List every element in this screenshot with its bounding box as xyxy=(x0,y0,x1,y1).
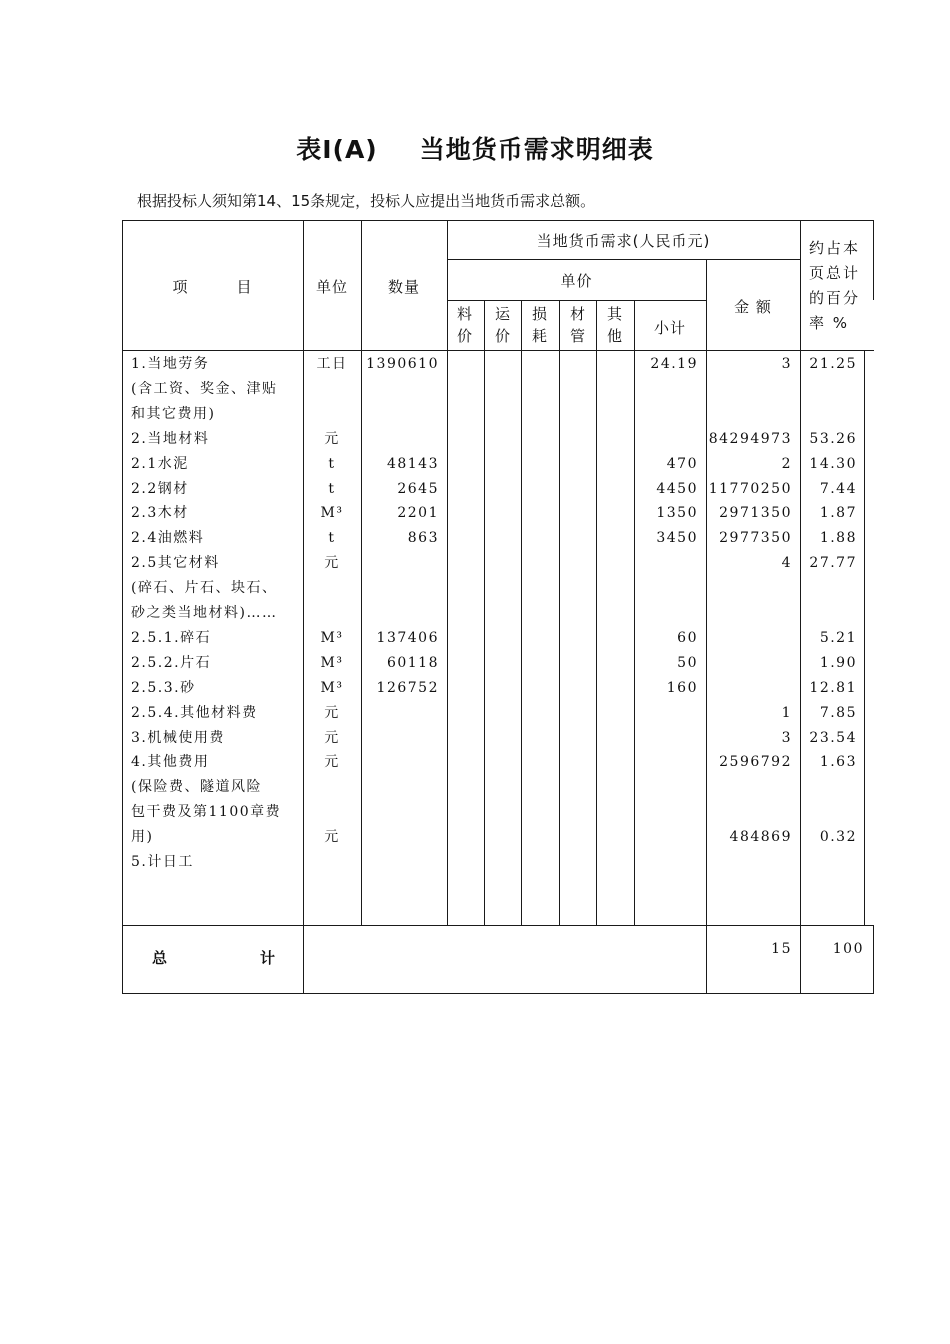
row-13-subtotal: 160 xyxy=(666,679,698,696)
row-14-amount: 1 xyxy=(781,704,792,721)
row-11-item: 2.5.1.碎石 xyxy=(131,629,212,646)
row-15-unit: 元 xyxy=(324,729,340,746)
row-20-item: 5.计日工 xyxy=(131,854,194,870)
header-loss: 损耗 xyxy=(531,305,548,345)
header-unit-price: 单价 xyxy=(560,272,593,290)
row-14-item: 2.5.4.其他材料费 xyxy=(131,704,258,721)
row-4-qty: 48143 xyxy=(386,455,439,472)
table-bottom-border xyxy=(122,993,874,994)
row-5-unit: t xyxy=(328,480,336,497)
row-6-amount: 2971350 xyxy=(719,505,792,522)
row-7-item: 2.4油燃料 xyxy=(131,530,205,547)
row-8-item: 2.5其它材料 xyxy=(131,555,220,572)
row-2-item: 和其它费用) xyxy=(131,405,216,422)
col-divider-transport xyxy=(484,300,485,926)
row-11-pct: 5.21 xyxy=(819,629,857,646)
row-8-pct: 27.77 xyxy=(809,555,857,572)
title-table-number: 表Ⅰ(A) xyxy=(296,135,378,164)
row-13-qty: 126752 xyxy=(376,679,439,696)
total-label-right: 计 xyxy=(260,949,277,967)
row-14-unit: 元 xyxy=(324,704,340,721)
header-material-mgmt: 材管 xyxy=(569,305,586,345)
row-5-qty: 2645 xyxy=(397,480,439,497)
total-amount: 15 xyxy=(771,941,792,957)
row-15-item: 3.机械使用费 xyxy=(131,729,225,746)
header-other: 其他 xyxy=(606,305,623,345)
row-7-unit: t xyxy=(328,530,336,547)
row-11-qty: 137406 xyxy=(376,629,439,646)
row-12-qty: 60118 xyxy=(386,654,439,671)
table-right-border-total xyxy=(873,925,874,994)
row-12-item: 2.5.2.片石 xyxy=(131,654,212,671)
row-13-pct: 12.81 xyxy=(809,679,857,696)
header-amount: 金 额 xyxy=(734,298,772,316)
row-7-pct: 1.88 xyxy=(819,530,857,547)
table-left-border xyxy=(122,220,123,994)
row-4-unit: t xyxy=(328,455,336,472)
header-subtotal: 小计 xyxy=(653,319,686,337)
page-title xyxy=(0,130,950,166)
total-label-left: 总 xyxy=(152,949,169,967)
row-4-item: 2.1水泥 xyxy=(131,455,189,472)
header-demand-divider xyxy=(447,259,800,260)
header-demand: 当地货币需求(人民币元) xyxy=(536,232,711,250)
row-3-item: 2.当地材料 xyxy=(131,430,210,447)
row-6-subtotal: 1350 xyxy=(656,505,698,522)
row-8-amount: 4 xyxy=(781,555,792,572)
intro-text: 根据投标人须知第14、15条规定，投标人应提出当地货币需求总额。 xyxy=(137,192,596,210)
header-bottom-border xyxy=(122,350,874,351)
table-right-border-body xyxy=(864,350,865,926)
col-divider-percent xyxy=(800,220,801,994)
row-13-unit: M³ xyxy=(320,679,344,696)
row-19-pct: 0.32 xyxy=(819,829,857,846)
row-3-amount: 84294973 xyxy=(708,430,792,447)
row-15-pct: 23.54 xyxy=(809,729,857,746)
row-10-item: 砂之类当地材料)…… xyxy=(131,605,278,621)
header-material-price: 料价 xyxy=(456,305,473,345)
row-13-item: 2.5.3.砂 xyxy=(131,679,196,696)
row-12-pct: 1.90 xyxy=(819,654,857,671)
row-5-pct: 7.44 xyxy=(819,480,857,497)
row-6-item: 2.3木材 xyxy=(131,505,189,522)
row-4-amount: 2 xyxy=(781,455,792,472)
row-14-pct: 7.85 xyxy=(819,704,857,721)
title-text: 当地货币需求明细表 xyxy=(419,135,654,164)
row-0-amount: 3 xyxy=(781,356,792,372)
row-3-pct: 53.26 xyxy=(809,430,857,447)
row-0-item: 1.当地劳务 xyxy=(131,356,210,372)
row-0-qty: 1390610 xyxy=(366,356,439,372)
row-5-amount: 11770250 xyxy=(708,480,792,497)
row-16-pct: 1.63 xyxy=(819,754,857,771)
header-unit: 单位 xyxy=(315,278,348,296)
col-divider-qty xyxy=(361,220,362,926)
row-17-item: (保险费、隧道风险 xyxy=(131,779,262,796)
header-item: 项 目 xyxy=(172,278,253,296)
col-divider-material-price xyxy=(447,220,448,926)
row-19-item: 用) xyxy=(131,829,154,846)
row-9-item: (碎石、片石、块石、 xyxy=(131,580,278,597)
row-15-amount: 3 xyxy=(781,729,792,746)
row-7-amount: 2977350 xyxy=(719,530,792,547)
row-3-unit: 元 xyxy=(324,430,340,447)
row-12-unit: M³ xyxy=(320,654,344,671)
row-11-unit: M³ xyxy=(320,629,344,646)
table-top-border xyxy=(122,220,874,221)
row-11-subtotal: 60 xyxy=(677,629,698,646)
row-19-amount: 484869 xyxy=(729,829,792,846)
row-0-subtotal: 24.19 xyxy=(650,356,698,372)
row-0-pct: 21.25 xyxy=(809,356,857,372)
row-12-subtotal: 50 xyxy=(677,654,698,671)
row-16-unit: 元 xyxy=(324,754,340,771)
row-7-qty: 863 xyxy=(407,530,439,547)
row-4-subtotal: 470 xyxy=(666,455,698,472)
col-divider-subtotal xyxy=(634,300,635,926)
col-divider-unit xyxy=(303,220,304,994)
row-0-unit: 工日 xyxy=(316,356,348,372)
row-4-pct: 14.30 xyxy=(809,455,857,472)
row-18-item: 包干费及第1100章费 xyxy=(131,804,282,821)
header-unitprice-divider xyxy=(447,300,706,301)
row-7-subtotal: 3450 xyxy=(656,530,698,547)
col-divider-other xyxy=(596,300,597,926)
row-5-item: 2.2钢材 xyxy=(131,480,189,497)
total-percent: 100 xyxy=(832,941,864,957)
row-1-item: (含工资、奖金、津贴 xyxy=(131,380,278,397)
table-right-border-top xyxy=(873,220,874,300)
header-transport-price: 运价 xyxy=(494,305,511,345)
row-16-amount: 2596792 xyxy=(719,754,792,771)
col-divider-loss xyxy=(521,300,522,926)
row-5-subtotal: 4450 xyxy=(656,480,698,497)
body-bottom-border xyxy=(122,925,874,926)
row-16-item: 4.其他费用 xyxy=(131,754,210,771)
row-6-pct: 1.87 xyxy=(819,505,857,522)
row-6-unit: M³ xyxy=(320,505,344,522)
row-6-qty: 2201 xyxy=(397,505,439,522)
col-divider-material-mgmt xyxy=(559,300,560,926)
row-8-unit: 元 xyxy=(324,555,340,572)
header-percent: 约占本页总计的百分率 % xyxy=(809,239,861,332)
header-qty: 数量 xyxy=(387,278,420,296)
row-19-unit: 元 xyxy=(324,829,340,846)
